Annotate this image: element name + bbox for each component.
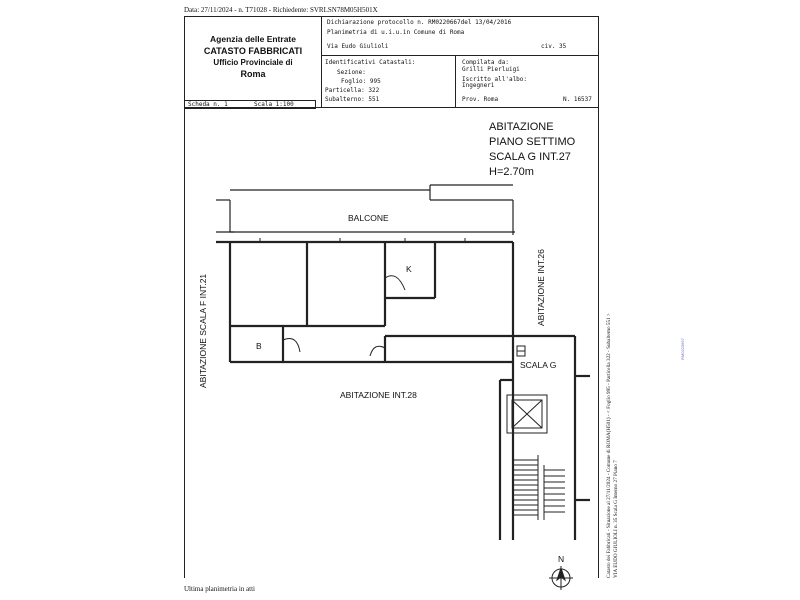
agency-city: Roma <box>240 69 266 79</box>
side-stamp: RM0220667 <box>680 338 685 360</box>
footer-note: Ultima planimetria in atti <box>184 585 255 593</box>
label-scala-g: SCALA G <box>520 360 557 370</box>
side-annotation <box>606 313 620 578</box>
label-bath: B <box>256 341 262 351</box>
subalterno-field: Subalterno: 551 <box>325 96 380 103</box>
north-label: N <box>558 554 565 564</box>
province: Prov. Roma <box>462 96 499 103</box>
label-int26: ABITAZIONE INT.26 <box>536 249 546 326</box>
side-line-1: Catasto dei Fabbricati - Situazione al 27/11/2024 - Comune di ROMA(H501) - < Foglio 995 - Particella 322 - Subalterno 551 > <box>606 313 612 578</box>
scale-value: Scala 1:100 <box>254 101 294 108</box>
scheda-number: Scheda n. 1 <box>188 101 228 108</box>
address-text: Via Eudo Giulioli <box>327 43 389 50</box>
identifiers-title: Identificativi Catastali: <box>325 59 416 66</box>
agency-office: Ufficio Provinciale di <box>213 58 293 67</box>
unit-title-block <box>489 120 575 180</box>
foglio-field: Foglio: 995 <box>341 78 381 85</box>
side-line-2: VIA EUDO GIULIOLI n. 35 Scala G Interno 27 Piano 7 <box>613 460 619 578</box>
title-line-1: ABITAZIONE <box>489 121 554 133</box>
civic-number: civ. 35 <box>541 43 567 50</box>
profession: Ingegneri <box>462 82 495 89</box>
agency-dept: CATASTO FABBRICATI <box>203 46 303 56</box>
title-line-3: SCALA G INT.27 <box>489 151 571 163</box>
planimetria-text: Planimetria di u.i.u.in Comune di Roma <box>327 29 465 36</box>
request-info: Data: 27/11/2024 - n. T71028 - Richiedente: SVRLSN78M05H501X <box>184 6 378 14</box>
label-balcone: BALCONE <box>348 213 389 223</box>
agency-name: Agenzia delle Entrate <box>210 34 296 44</box>
sezione-field: Sezione: <box>337 69 366 76</box>
label-int28: ABITAZIONE INT.28 <box>340 390 417 400</box>
albo-label: Iscritto all'albo: <box>462 76 528 83</box>
compiled-title: Compilata da: <box>462 59 509 66</box>
protocol-text: Dichiarazione protocollo n. RM0220667del 13/04/2016 <box>327 19 512 26</box>
particella-field: Particella: 322 <box>325 87 380 94</box>
title-line-4: H=2.70m <box>489 166 534 178</box>
title-line-2: PIANO SETTIMO <box>489 136 576 148</box>
registration-number: N. 16537 <box>563 96 592 103</box>
compiler-name: Grilli Pierluigi <box>462 66 520 73</box>
label-kitchen: K <box>406 264 412 274</box>
label-scala-f: ABITAZIONE SCALA F INT.21 <box>198 273 208 388</box>
